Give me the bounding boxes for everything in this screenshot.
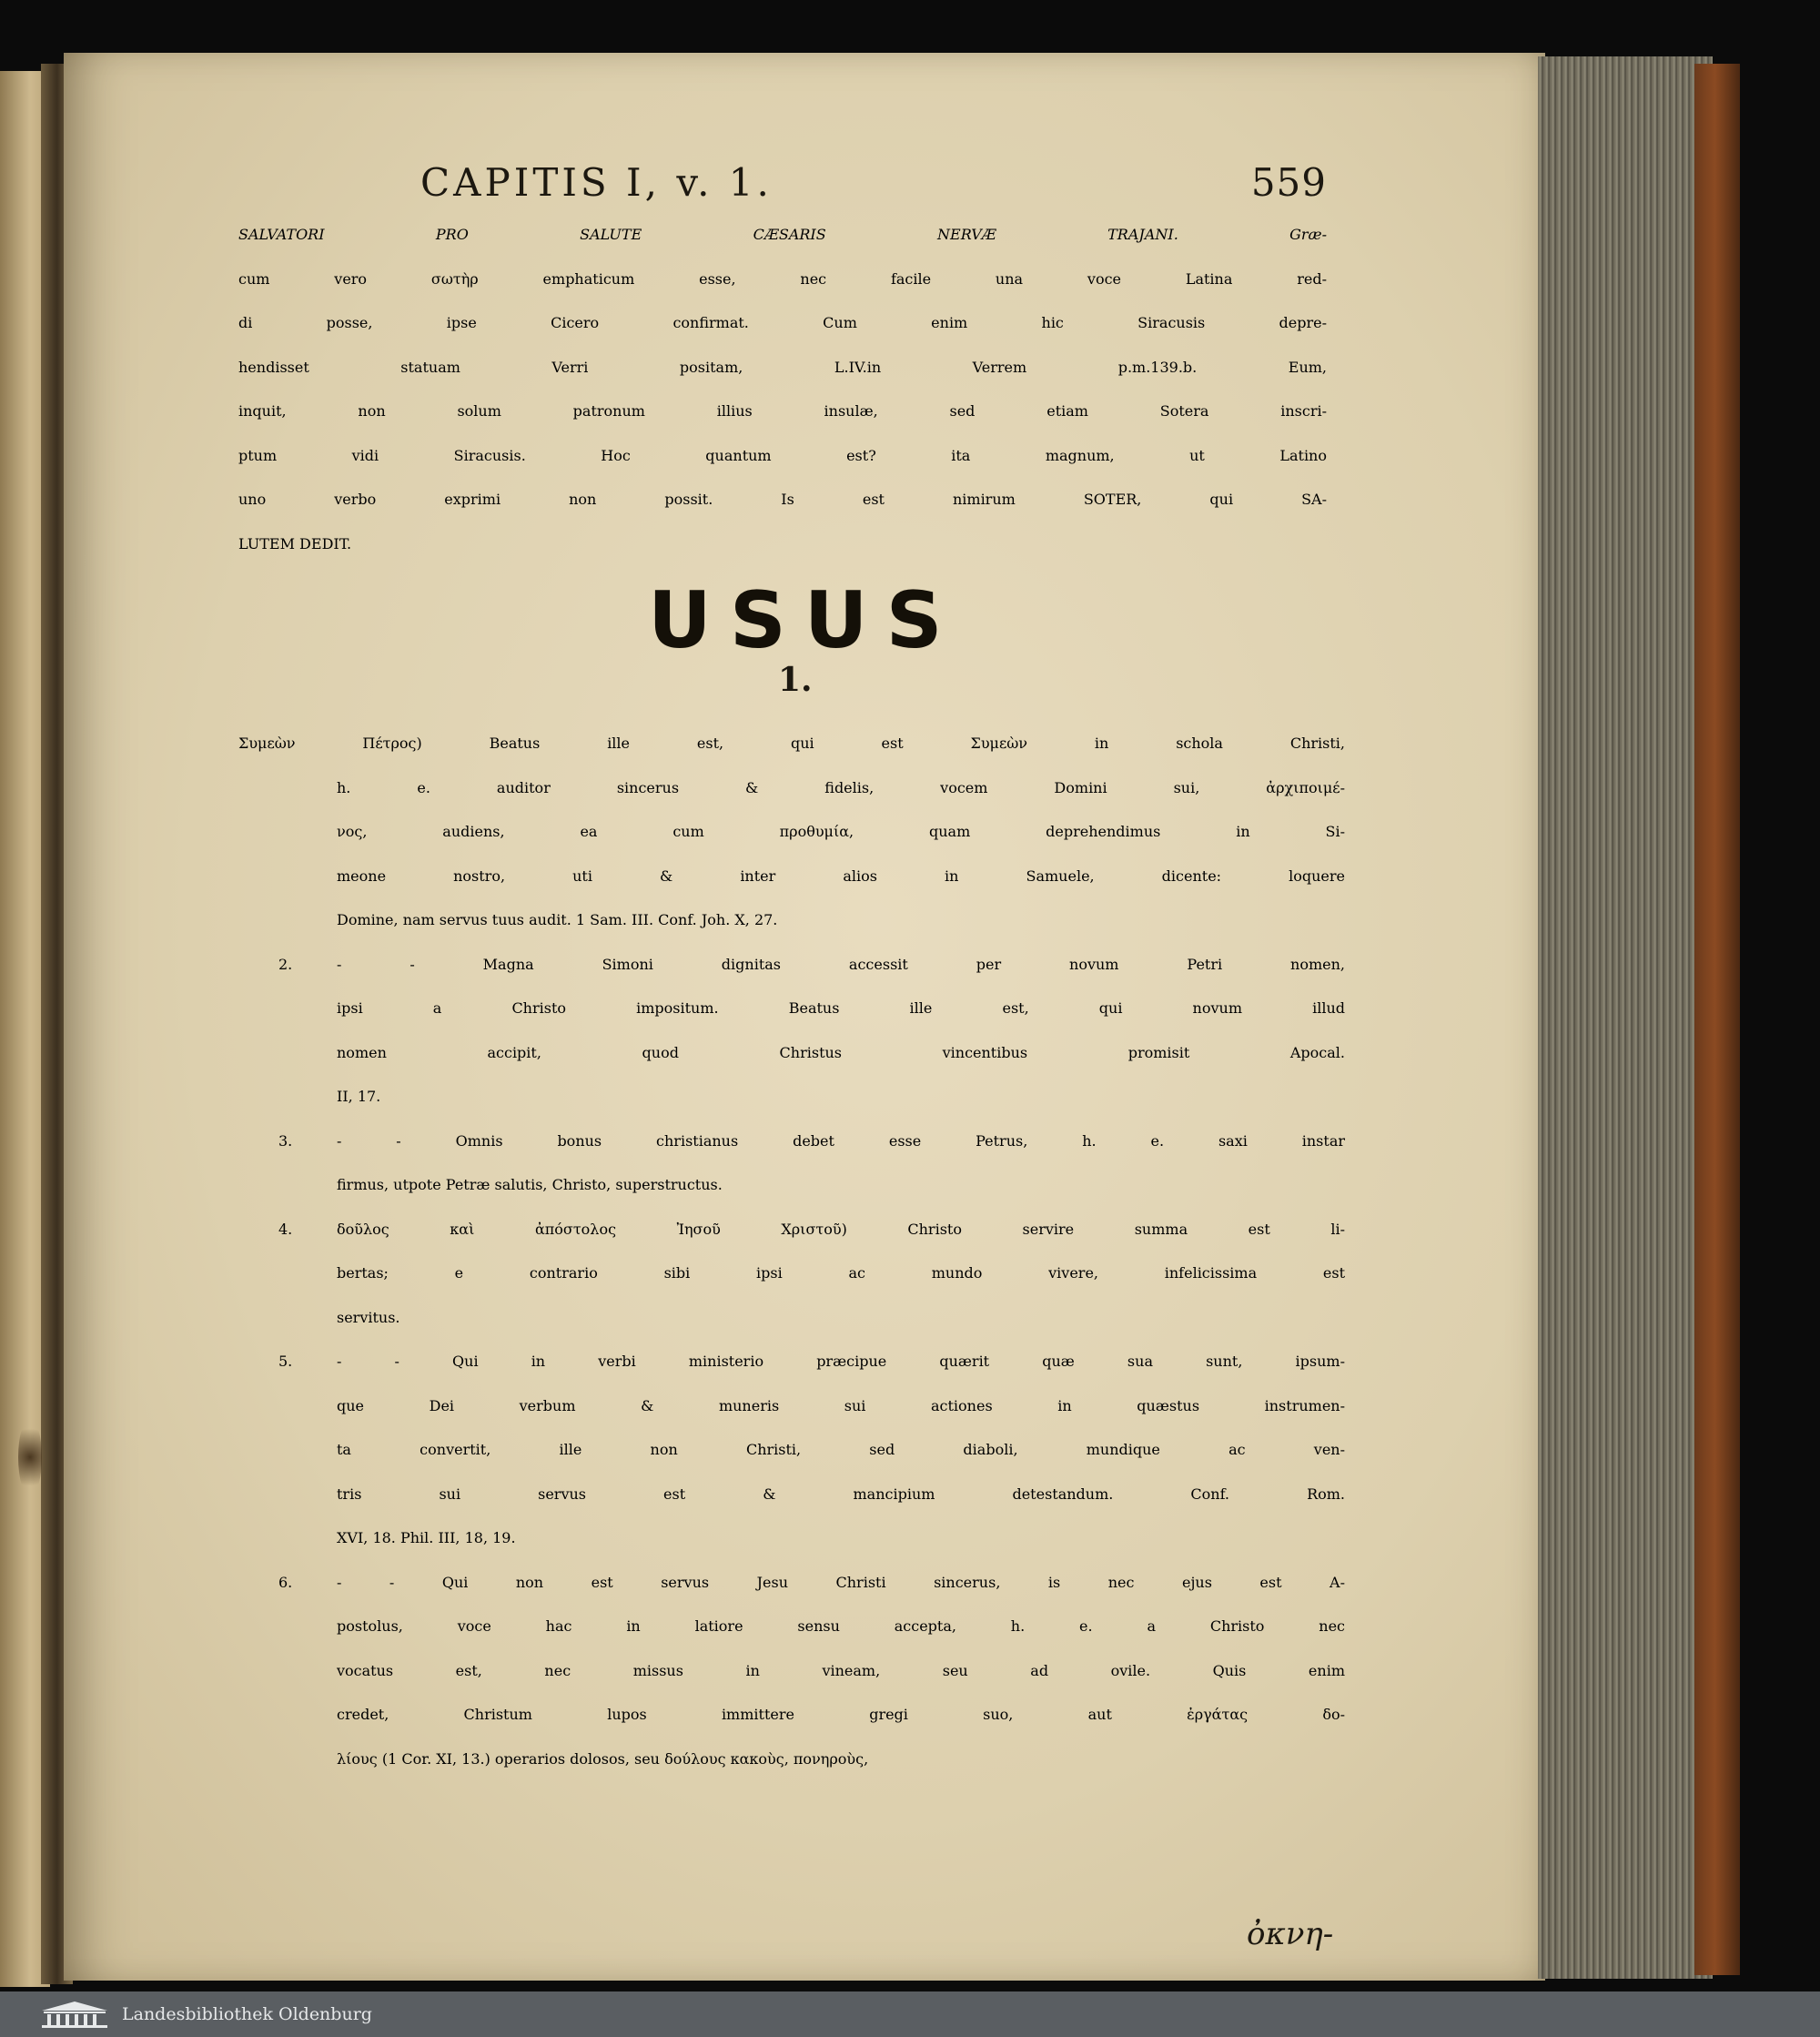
usus-list [238, 722, 1345, 1781]
usus-item-4 [238, 1208, 1345, 1341]
text-line: ipsi a Christo impositum. Beatus ille est, qui novum illud [337, 999, 1345, 1017]
page-block-edges [1538, 56, 1713, 1979]
item-number: 3. [278, 1131, 293, 1150]
text-line: XVI, 18. Phil. III, 18, 19. [337, 1529, 516, 1546]
text-line: uno verbo exprimi non possit. Is est nimirum SOTER, qui SA- [238, 491, 1327, 508]
page-number: 559 [1250, 160, 1327, 205]
text-line: νος, audiens, ea cum προθυμία, quam deprehendimus in Si- [337, 823, 1345, 840]
text-line: - - Magna Simoni dignitas accessit per novum Petri nomen, [337, 955, 1345, 973]
text-line: postolus, voce hac in latiore sensu accepta, h. e. a Christo nec [337, 1617, 1345, 1635]
text-line: bertas; e contrario sibi ipsi ac mundo vivere, infelicissima est [337, 1264, 1345, 1282]
item-number: 2. [278, 955, 293, 973]
text-line: cum vero σωτὴρ emphaticum esse, nec facile una voce Latina red- [238, 269, 1327, 288]
text-line: meone nostro, uti & inter alios in Samuele, dicente: loquere [337, 866, 1345, 885]
section-heading: USUS [648, 575, 961, 666]
text-line: di posse, ipse Cicero confirmat. Cum enim hic Siracusis depre- [238, 314, 1327, 331]
usus-item-2 [238, 943, 1345, 1120]
text-line: vocatus est, nec missus in vineam, seu ad ovile. Quis enim [337, 1661, 1345, 1679]
text-line: - - Qui non est servus Jesu Christi sincerus, is nec ejus est A- [337, 1573, 1345, 1591]
usus-item-5 [238, 1340, 1345, 1561]
footer-bar [0, 1991, 1820, 2037]
text-line: tris sui servus est & mancipium detestandum. Conf. Rom. [337, 1485, 1345, 1503]
text-line: LUTEM DEDIT. [238, 534, 352, 552]
text-line: - - Omnis bonus christianus debet esse Petrus, h. e. saxi instar [337, 1131, 1345, 1150]
text-line: Συμεὼν Πέτρος) Beatus ille est, qui est Συμεὼν in schola Christi, [238, 735, 1345, 752]
text-line: ptum vidi Siracusis. Hoc quantum est? ita magnum, ut Latino [238, 446, 1327, 464]
text-line: λίους (1 Cor. XI, 13.) operarios dolosos, seu δούλους κακοὺς, πονηροὺς, [337, 1749, 869, 1768]
text-line: inquit, non solum patronum illius insulæ, sed etiam Sotera inscri- [238, 402, 1327, 420]
item-number: 4. [278, 1220, 293, 1238]
text-line: ta convertit, ille non Christi, sed diaboli, mundique ac ven- [337, 1441, 1345, 1458]
footer-label: Landesbibliothek Oldenburg [122, 2004, 372, 2024]
library-building-icon [38, 2000, 111, 2029]
text-line: II, 17. [337, 1088, 381, 1105]
text-line: firmus, utpote Petræ salutis, Christo, superstructus. [337, 1176, 723, 1193]
usus-item-6 [238, 1561, 1345, 1782]
book-cover-edge [1694, 64, 1740, 1975]
text-line: - - Qui in verbi ministerio præcipue quærit quæ sua sunt, ipsum- [337, 1353, 1345, 1370]
running-head [238, 160, 1327, 211]
paragraph-intro [238, 213, 1327, 566]
text-line: nomen accipit, quod Christus vincentibus promisit Apocal. [337, 1043, 1345, 1061]
text-line: SALVATORI PRO SALUTE CÆSARIS NERVÆ TRAJANI. Græ- [238, 226, 1327, 243]
usus-item-1 [238, 722, 1345, 943]
item-number: 6. [278, 1573, 293, 1591]
catchword: ὀκνη- [1247, 1916, 1334, 1952]
text-line: h. e. auditor sincerus & fidelis, vocem Domini sui, ἀρχιποιμέ- [337, 778, 1345, 796]
foxing-stain [18, 1418, 42, 1496]
text-line: δοῦλος καὶ ἀπόστολος Ἰησοῦ Χριστοῦ) Christo servire summa est li- [337, 1220, 1345, 1238]
text-line: Domine, nam servus tuus audit. 1 Sam. III. Conf. Joh. X, 27. [337, 911, 778, 928]
section-number: 1. [778, 661, 813, 699]
text-line: que Dei verbum & muneris sui actiones in quæstus instrumen- [337, 1396, 1345, 1414]
item-number: 5. [278, 1353, 293, 1370]
text-line: servitus. [337, 1308, 400, 1326]
running-title: CAPITIS I, v. 1. [420, 160, 773, 205]
text-line: hendisset statuam Verri positam, L.IV.in Verrem p.m.139.b. Eum, [238, 358, 1327, 376]
usus-item-3 [238, 1120, 1345, 1208]
text-line: credet, Christum lupos immittere gregi suo, aut ἐργάτας δο- [337, 1706, 1345, 1723]
